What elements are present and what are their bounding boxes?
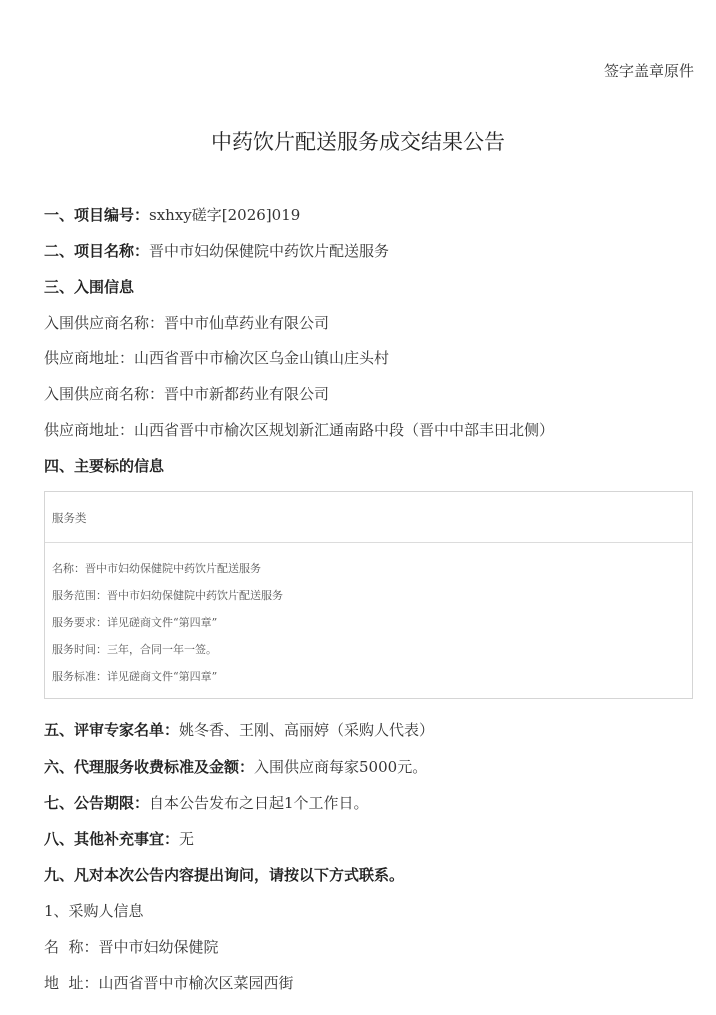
contact-heading: 九、凡对本次公告内容提出询问，请按以下方式联系。 [44,866,405,884]
other-matters-line [44,828,194,849]
project-number-label: 一、项目编号： [44,206,150,224]
shortlist-heading: 三、入围信息 [44,278,135,296]
notice-period-line [44,792,369,813]
experts-line [44,719,434,740]
experts-label: 五、评审专家名单： [44,721,180,739]
notice-period-value: 自本公告发布之日起1个工作日。 [149,794,369,812]
project-number-line [44,204,300,225]
supplier-1-address: 供应商地址：山西省晋中市榆次区乌金山镇山庄头村 [44,349,390,367]
supplier-2-address: 供应商地址：山西省晋中市榆次区规划新汇通南路中段（晋中中部丰田北侧） [44,421,555,439]
service-table-header [45,492,692,543]
project-number-value: sxhxy磋字[2026]019 [149,206,301,224]
project-name-value: 晋中市妇幼保健院中药饮片配送服务 [149,242,390,260]
other-matters-value: 无 [179,830,195,848]
buyer-address: 地 址：山西省晋中市榆次区菜园西街 [44,974,294,992]
supplier-1-name: 入围供应商名称：晋中市仙草药业有限公司 [44,314,330,332]
other-matters-label: 八、其他补充事宜： [44,830,180,848]
service-row-standard: 服务标准：详见磋商文件“第四章” [52,670,218,683]
original-stamp-note: 签字盖章原件 [603,62,694,80]
agency-fee-line [44,756,427,777]
service-row-scope: 服务范围：晋中市妇幼保健院中药饮片配送服务 [52,589,283,602]
notice-period-label: 七、公告期限： [44,794,150,812]
buyer-name: 名 称：晋中市妇幼保健院 [44,938,219,956]
service-info-table [44,491,693,699]
service-row-requirement: 服务要求：详见磋商文件“第四章” [52,616,218,629]
main-subject-heading: 四、主要标的信息 [44,457,165,475]
project-name-line [44,240,389,261]
experts-value: 姚冬香、王刚、高丽婷（采购人代表） [179,721,435,739]
project-name-label: 二、项目名称： [44,242,150,260]
buyer-info-heading: 1、采购人信息 [44,902,144,920]
agency-fee-label: 六、代理服务收费标准及金额： [44,758,255,776]
agency-fee-value: 入围供应商每家5000元。 [254,758,428,776]
service-row-period: 服务时间：三年，合同一年一签。 [52,643,217,656]
service-category-label: 服务类 [52,511,87,525]
supplier-2-name: 入围供应商名称：晋中市新都药业有限公司 [44,385,330,403]
service-row-name: 名称：晋中市妇幼保健院中药饮片配送服务 [52,562,261,575]
document-title: 中药饮片配送服务成交结果公告 [211,130,505,154]
